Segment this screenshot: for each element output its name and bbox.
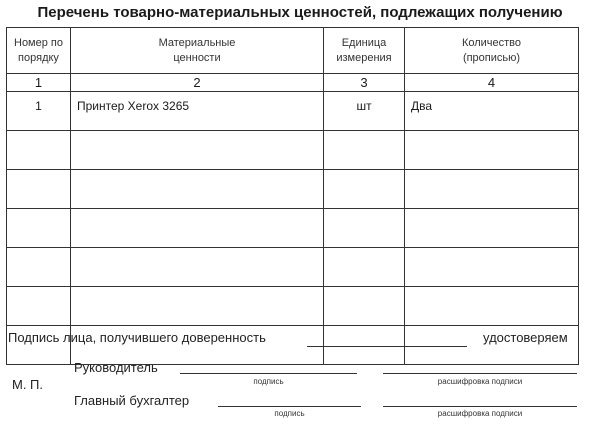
accountant-decode-line[interactable] — [383, 406, 577, 407]
cell-number[interactable] — [7, 287, 71, 326]
cell-goods[interactable]: Принтер Xerox 3265 — [71, 92, 324, 131]
cell-number[interactable] — [7, 209, 71, 248]
table-row — [7, 287, 579, 326]
table-header-row — [7, 28, 579, 74]
director-signature-line[interactable] — [180, 373, 357, 374]
cell-quantity[interactable] — [405, 170, 579, 209]
cell-unit[interactable] — [324, 287, 405, 326]
cell-quantity[interactable] — [405, 248, 579, 287]
cell-goods[interactable] — [71, 248, 324, 287]
table-row — [7, 248, 579, 287]
header-quantity: Количество (прописью) — [405, 28, 579, 74]
director-signature-caption: подпись — [253, 377, 284, 386]
header-goods: Материальные ценности — [71, 28, 324, 74]
cell-goods[interactable] — [71, 131, 324, 170]
signature-label: Подпись лица, получившего доверенность — [8, 330, 266, 345]
column-number: 2 — [71, 74, 324, 92]
certify-label: удостоверяем — [483, 330, 568, 345]
table-row — [7, 209, 579, 248]
column-number: 1 — [7, 74, 71, 92]
cell-unit[interactable] — [324, 170, 405, 209]
table-row — [7, 170, 579, 209]
accountant-signature-line[interactable] — [218, 406, 361, 407]
cell-quantity[interactable] — [405, 131, 579, 170]
recipient-signature-line[interactable] — [307, 346, 467, 347]
cell-quantity[interactable] — [405, 287, 579, 326]
cell-unit[interactable]: шт — [324, 92, 405, 131]
director-decode-line[interactable] — [383, 373, 577, 374]
table-row — [7, 92, 579, 131]
column-number: 3 — [324, 74, 405, 92]
cell-unit[interactable] — [324, 131, 405, 170]
table-row — [7, 131, 579, 170]
accountant-signature-caption: подпись — [274, 409, 305, 418]
cell-goods[interactable] — [71, 170, 324, 209]
cell-number[interactable] — [7, 170, 71, 209]
cell-quantity[interactable] — [405, 209, 579, 248]
cell-unit[interactable] — [324, 248, 405, 287]
cell-number[interactable] — [7, 131, 71, 170]
goods-table — [6, 27, 579, 365]
cell-unit[interactable] — [324, 209, 405, 248]
accountant-label: Главный бухгалтер — [74, 393, 190, 408]
cell-number[interactable] — [7, 248, 71, 287]
accountant-decode-caption: расшифровка подписи — [437, 409, 523, 418]
cell-goods[interactable] — [71, 287, 324, 326]
stamp-place-label: М. П. — [12, 377, 44, 392]
director-label: Руководитель — [74, 360, 158, 375]
cell-quantity[interactable]: Два — [405, 92, 579, 131]
column-number-row — [7, 74, 579, 92]
header-unit: Единица измерения — [324, 28, 405, 74]
header-number: Номер по порядку — [7, 28, 71, 74]
director-decode-caption: расшифровка подписи — [437, 377, 523, 386]
cell-unit[interactable] — [324, 326, 405, 365]
cell-number[interactable]: 1 — [7, 92, 71, 131]
form-title: Перечень товарно-материальных ценностей, подлежащих получению — [37, 4, 563, 21]
cell-goods[interactable] — [71, 209, 324, 248]
column-number: 4 — [405, 74, 579, 92]
